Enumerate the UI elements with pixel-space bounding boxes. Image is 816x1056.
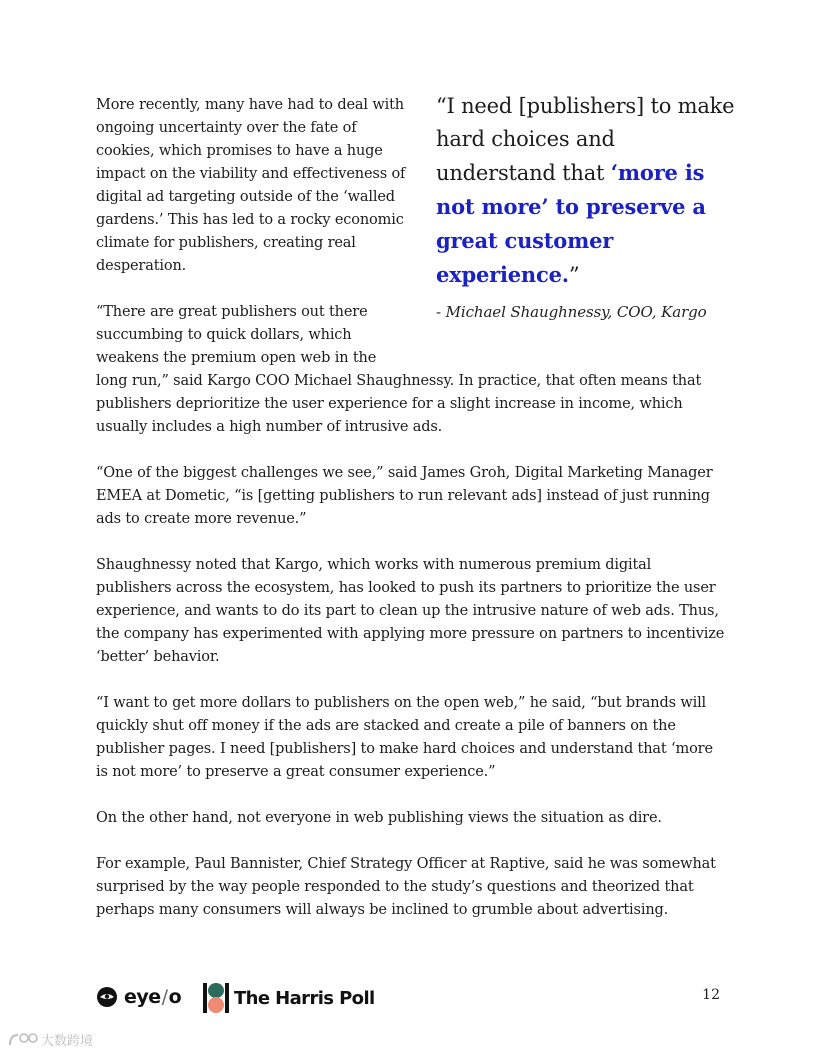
eyeo-logo: [96, 986, 181, 1008]
pull-quote-attribution: - Michael Shaughnessy, COO, Kargo: [436, 303, 707, 321]
paragraph-kargo-partners: Shaughnessy noted that Kargo, which works with numerous premium digital publishers across the ecosystem, has looked to push its partners to prioritize the user experience, and wants to do its part to clean up the intrusive nature of web ads. Thus, the company has experimented with applying more pressure on partners to incentivize ‘better’ behavior.: [96, 557, 725, 665]
pull-quote-close: ”: [568, 263, 580, 287]
paragraph-bannister: For example, Paul Bannister, Chief Strategy Officer at Raptive, said he was somewhat surprised by the way people responded to the study’s questions and theorized that perhaps many consumers will always be inclined to grumble about advertising.: [96, 856, 716, 918]
main-body: [96, 301, 726, 945]
harris-poll-logo: [203, 983, 375, 1013]
watermark-text: 大数跨境: [41, 1034, 94, 1049]
eyeo-text-left: eye: [124, 986, 161, 1008]
paragraph-groh-quote: “One of the biggest challenges we see,” said James Groh, Digital Marketing Manager EMEA at Dometic, “is [getting publishers to run relevant ads] instead of just running ads to create more revenue.”: [96, 465, 713, 527]
pull-quote-text: [436, 90, 736, 292]
footer: [96, 983, 726, 1013]
page-number: 12: [702, 987, 720, 1003]
watermark-logo-icon: [8, 1032, 38, 1048]
paragraph-intro: More recently, many have had to deal with ongoing uncertainty over the fate of cookies, which promises to have a huge impact on the viability and effectiveness of digital ad targeting outside of the ‘walled gardens.’ This has led to a rocky economic climate for publishers, creating real desperation.: [96, 97, 406, 274]
pull-quote: [436, 90, 736, 321]
wrap-spacer: [408, 301, 726, 370]
pull-quote-accent: ‘more is not more’ to preserve a great customer experience.: [436, 160, 706, 287]
paragraph-open-web-quote: “I want to get more dollars to publishers on the open web,” he said, “but brands will quickly shut off money if the ads are stacked and create a pile of banners on the publisher pages. I need [publishers] to make hard choices and understand that ‘more is not more’ to preserve a great consumer experience.”: [96, 695, 713, 780]
pull-quote-open: “I need [publishers] to make hard choices and understand that: [436, 94, 735, 185]
watermark: [8, 1030, 93, 1049]
paragraph-other-hand: On the other hand, not everyone in web publishing views the situation as dire.: [96, 810, 662, 826]
left-column: [96, 94, 408, 301]
harris-poll-icon: [203, 983, 229, 1013]
harris-poll-text: The Harris Poll: [234, 987, 375, 1009]
eyeo-eye-icon: [96, 986, 118, 1008]
eyeo-text-right: o: [168, 986, 182, 1008]
paragraph-shaughnessy-quote: “There are great publishers out there succumbing to quick dollars, which weakens the premium open web in the long run,” said Kargo COO Michael Shaughnessy. In practice, that often means that publishers deprioritize the user experience for a slight increase in income, which usually includes a high number of intrusive ads.: [96, 304, 702, 435]
eyeo-slash: /: [161, 986, 168, 1008]
